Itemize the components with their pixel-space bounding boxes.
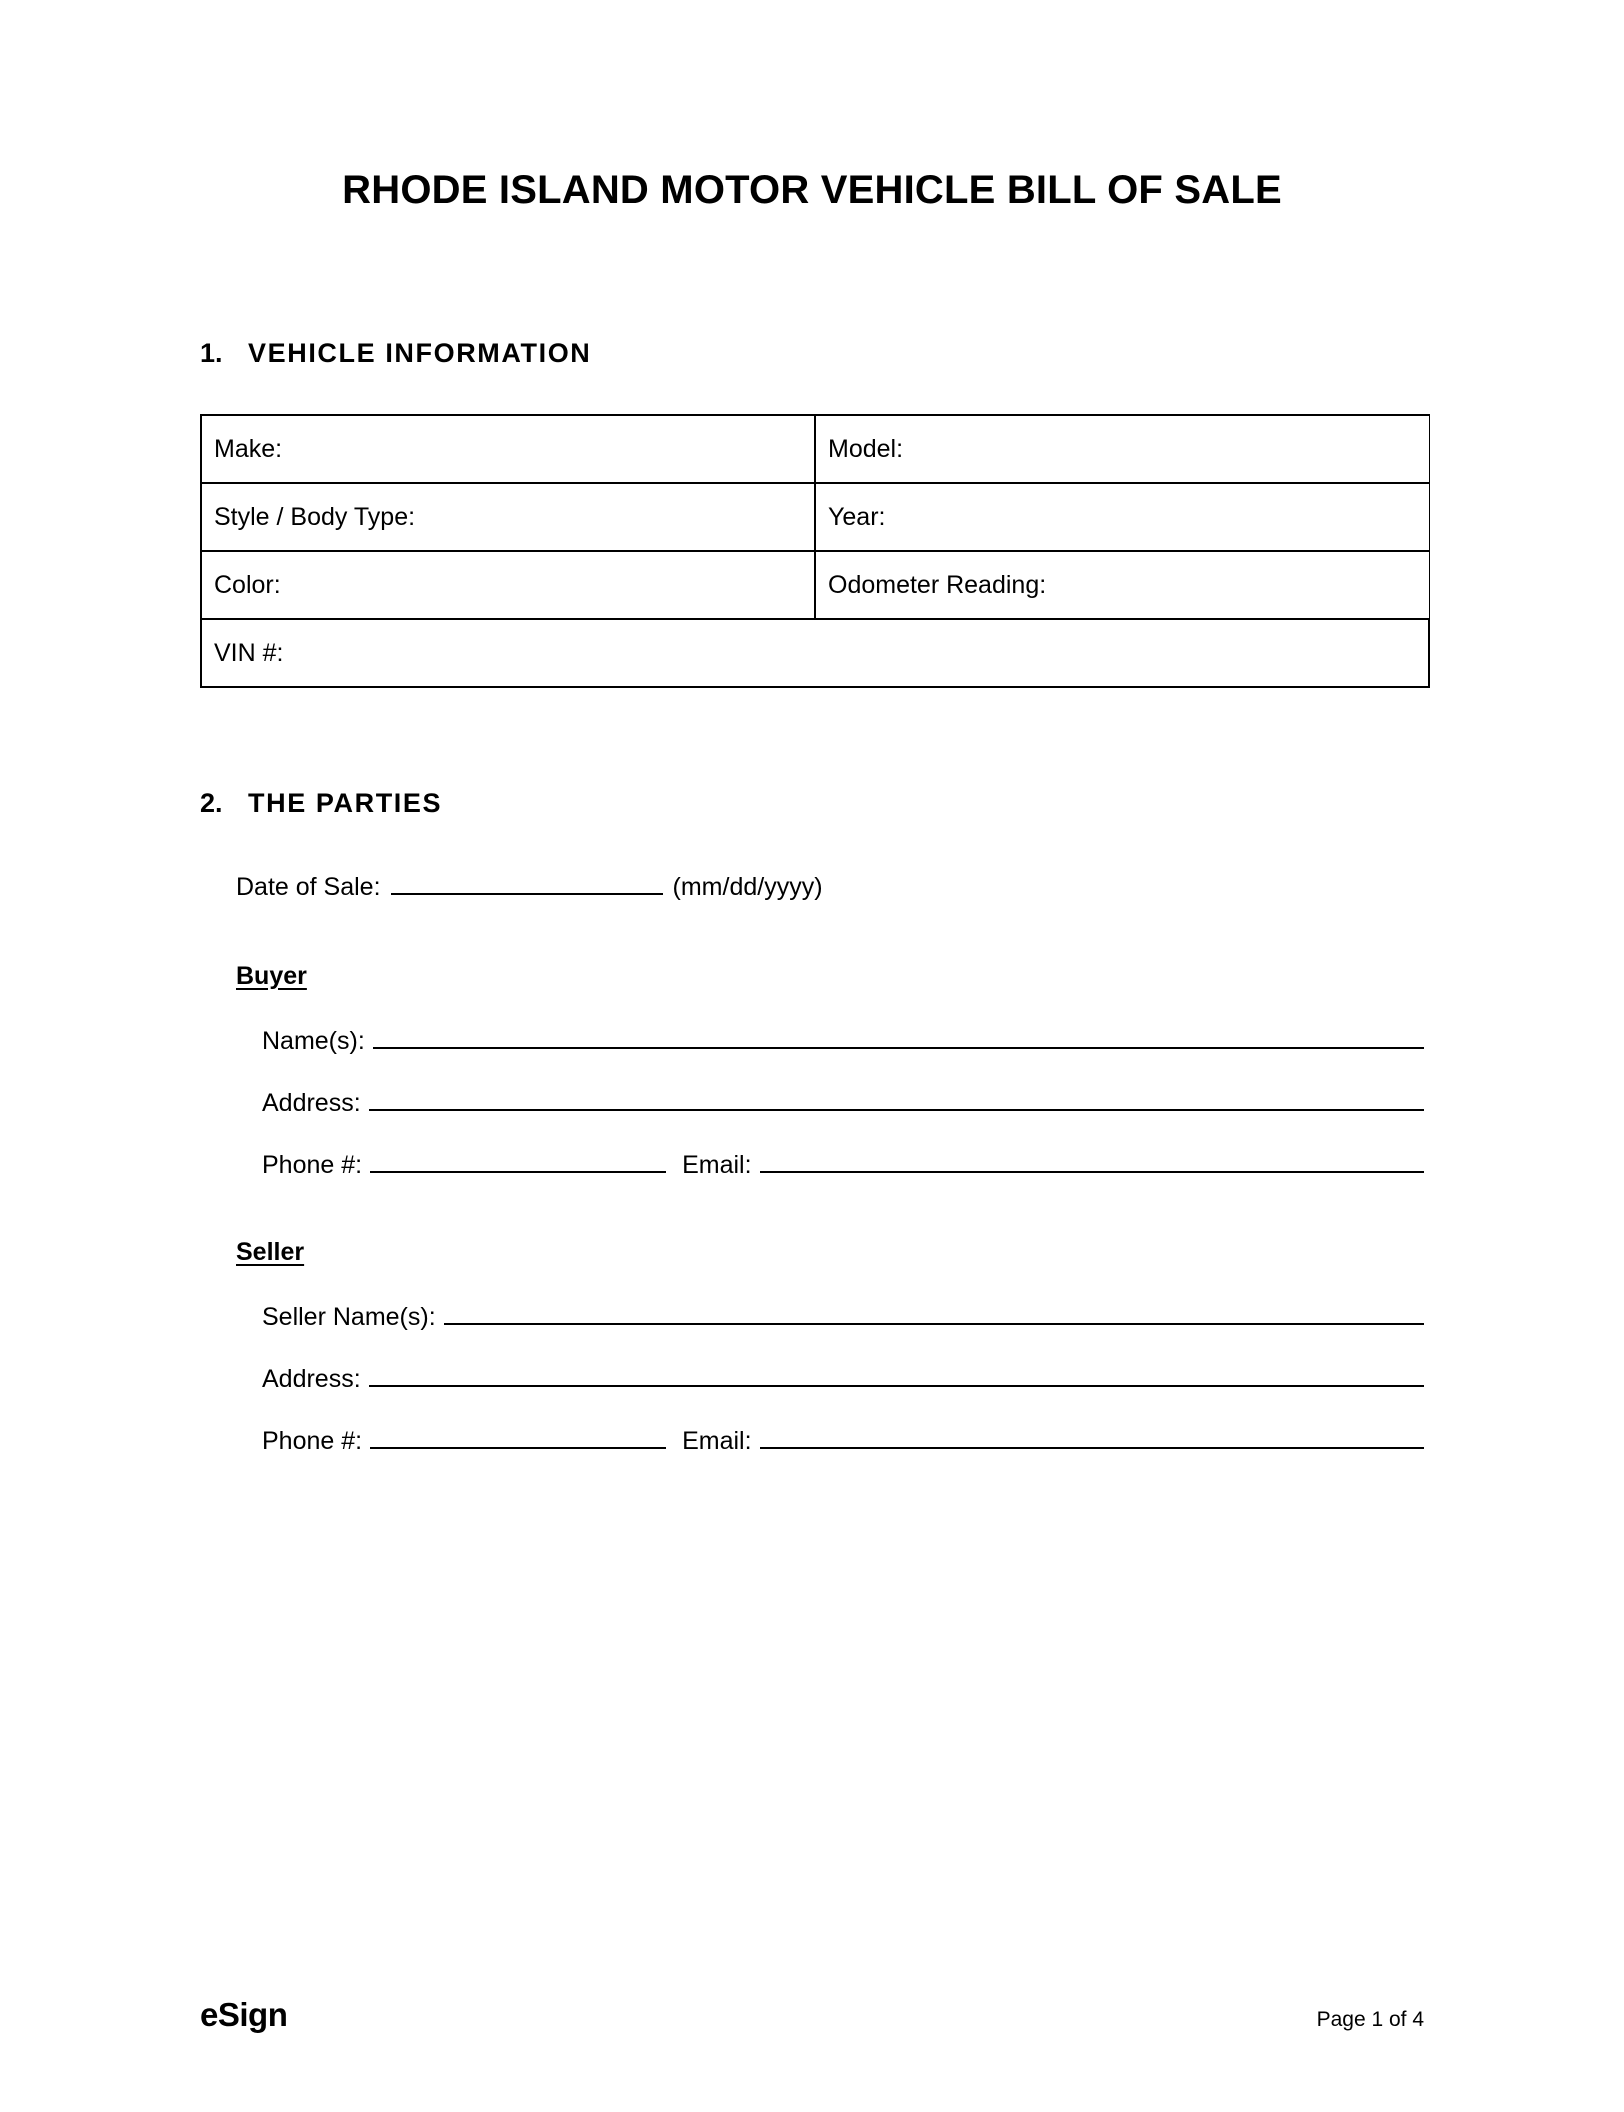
section-heading-vehicle-information — [200, 338, 1424, 369]
buyer-heading: Buyer — [236, 962, 307, 990]
seller-name-row — [262, 1303, 1424, 1332]
buyer-address-row — [262, 1089, 1424, 1118]
buyer-phone-email-row — [262, 1151, 1424, 1180]
buyer-email-input[interactable] — [760, 1153, 1424, 1173]
seller-address-row — [262, 1365, 1424, 1394]
buyer-address-label: Address: — [262, 1089, 361, 1117]
vehicle-field-year[interactable]: Year: — [815, 483, 1429, 551]
esign-brand-logo: eSign — [200, 1996, 288, 2033]
seller-email-label: Email: — [682, 1427, 752, 1455]
section-number: 2. — [200, 788, 223, 818]
table-row — [201, 551, 1429, 619]
buyer-name-input[interactable] — [373, 1029, 1424, 1049]
seller-phone-label: Phone #: — [262, 1427, 363, 1455]
vehicle-field-vin[interactable]: VIN #: — [201, 619, 1429, 687]
buyer-name-row — [262, 1027, 1424, 1056]
date-of-sale-input[interactable] — [391, 875, 663, 895]
vehicle-field-style-body-type[interactable]: Style / Body Type: — [201, 483, 815, 551]
vehicle-field-make[interactable]: Make: — [201, 415, 815, 483]
vehicle-field-color[interactable]: Color: — [201, 551, 815, 619]
date-of-sale-label: Date of Sale: — [236, 873, 381, 901]
seller-name-label: Seller Name(s): — [262, 1303, 436, 1331]
page-footer — [200, 1996, 1424, 2034]
buyer-phone-label: Phone #: — [262, 1151, 363, 1179]
buyer-name-label: Name(s): — [262, 1027, 365, 1055]
page-title: RHODE ISLAND MOTOR VEHICLE BILL OF SALE — [342, 168, 1282, 212]
seller-address-label: Address: — [262, 1365, 361, 1393]
vehicle-information-table — [200, 414, 1430, 688]
seller-heading: Seller — [236, 1238, 305, 1266]
parties-block — [200, 873, 1424, 1456]
section-heading-the-parties — [200, 788, 1424, 819]
buyer-address-input[interactable] — [369, 1091, 1424, 1111]
table-row — [201, 483, 1429, 551]
table-row — [201, 619, 1429, 687]
seller-phone-input[interactable] — [370, 1429, 666, 1449]
vehicle-field-odometer-reading[interactable]: Odometer Reading: — [815, 551, 1429, 619]
buyer-phone-input[interactable] — [370, 1153, 666, 1173]
table-row — [201, 415, 1429, 483]
seller-address-input[interactable] — [369, 1367, 1424, 1387]
vehicle-field-model[interactable]: Model: — [815, 415, 1429, 483]
seller-email-input[interactable] — [760, 1429, 1424, 1449]
date-format-hint: (mm/dd/yyyy) — [672, 873, 823, 901]
buyer-email-label: Email: — [682, 1151, 752, 1179]
date-of-sale-row — [236, 873, 1424, 902]
section-number: 1. — [200, 338, 223, 368]
section-title: VEHICLE INFORMATION — [248, 338, 592, 368]
seller-name-input[interactable] — [444, 1305, 1424, 1325]
seller-phone-email-row — [262, 1427, 1424, 1456]
page-number: Page 1 of 4 — [1316, 2008, 1424, 2031]
section-title: THE PARTIES — [248, 788, 443, 818]
